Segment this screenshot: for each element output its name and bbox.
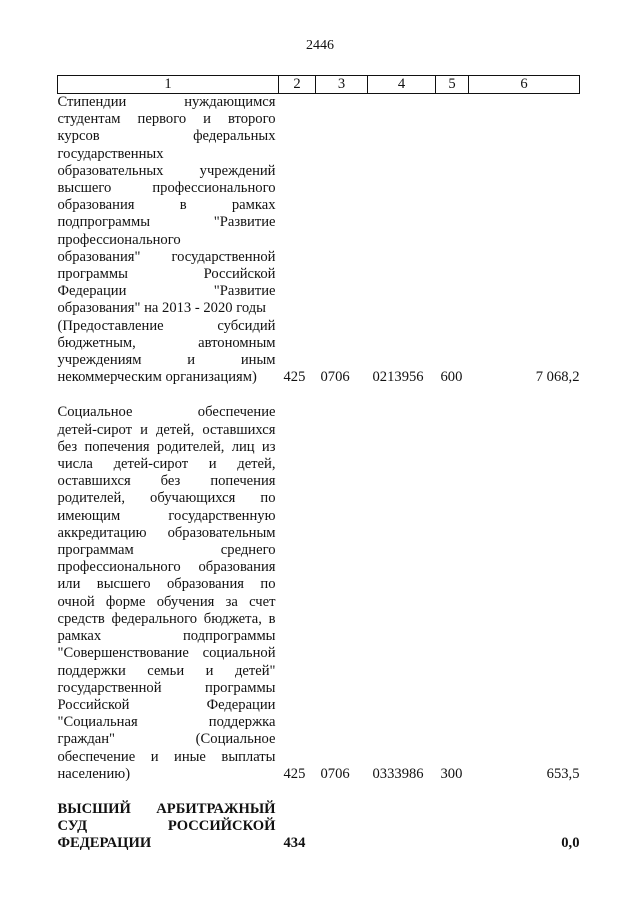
desc-line: ФЕДЕРАЦИИ bbox=[57, 835, 152, 852]
header-row bbox=[58, 76, 580, 94]
budget-table bbox=[57, 75, 580, 853]
section-code bbox=[316, 801, 368, 853]
desc-line: государственных bbox=[57, 145, 164, 162]
expense-type-code: 600 bbox=[440, 369, 463, 386]
table-row bbox=[58, 801, 580, 853]
desc-line: курсов федеральных bbox=[57, 128, 276, 145]
row-description bbox=[58, 94, 279, 387]
page-number: 2446 bbox=[306, 38, 334, 53]
desc-line: без попечения родителей, лиц из bbox=[57, 438, 276, 455]
table-row bbox=[58, 94, 580, 387]
desc-line: рамках подпрограммы bbox=[57, 628, 276, 645]
desc-line: "Социальная поддержка bbox=[57, 714, 276, 731]
table-header bbox=[58, 76, 580, 94]
desc-line: образования в рамках bbox=[57, 197, 276, 214]
chapter-code: 434 bbox=[283, 835, 306, 852]
desc-line: образования" на 2013 - 2020 годы bbox=[57, 300, 266, 317]
desc-line: "Совершенствование социальной bbox=[57, 645, 276, 662]
target-code bbox=[368, 801, 436, 853]
desc-line: обеспечение и иные выплаты bbox=[57, 748, 276, 765]
header-col-4: 4 bbox=[368, 76, 436, 94]
chapter-code: 425 bbox=[283, 369, 306, 386]
desc-line: имеющим государственную bbox=[57, 507, 276, 524]
desc-line: детей-сирот и детей, оставшихся bbox=[57, 421, 276, 438]
desc-line: высшего профессионального bbox=[57, 180, 276, 197]
table-row bbox=[58, 404, 580, 782]
desc-line: поддержки семьи и детей" bbox=[57, 662, 276, 679]
desc-line: профессионального bbox=[57, 231, 181, 248]
desc-line: граждан" (Социальное bbox=[57, 731, 276, 748]
desc-line: подпрограммы "Развитие bbox=[57, 214, 276, 231]
desc-line: студентам первого и второго bbox=[57, 111, 276, 128]
desc-line: населению) bbox=[57, 765, 131, 782]
desc-line: Федерации "Развитие bbox=[57, 283, 276, 300]
desc-line: образования" государственной bbox=[57, 248, 276, 265]
expense-type-code bbox=[436, 801, 469, 853]
amount: 7 068,2 bbox=[535, 369, 580, 386]
desc-line: оставшихся без попечения bbox=[57, 473, 276, 490]
table-body bbox=[58, 94, 580, 853]
desc-line: Российской Федерации bbox=[57, 696, 276, 713]
header-col-5: 5 bbox=[436, 76, 469, 94]
desc-line: родителей, обучающихся по bbox=[57, 490, 276, 507]
chapter-code: 425 bbox=[283, 765, 306, 782]
desc-line: бюджетным, автономным bbox=[57, 334, 276, 351]
desc-line: Социальное обеспечение bbox=[57, 404, 276, 421]
header-col-3: 3 bbox=[316, 76, 368, 94]
row-gap bbox=[58, 386, 580, 404]
desc-line: ВЫСШИЙ АРБИТРАЖНЫЙ bbox=[57, 800, 276, 817]
target-code: 0213956 bbox=[372, 369, 424, 386]
expense-type-code: 300 bbox=[440, 765, 463, 782]
amount: 653,5 bbox=[546, 765, 580, 782]
header-col-1: 1 bbox=[58, 76, 279, 94]
target-code: 0333986 bbox=[372, 765, 424, 782]
desc-line: Стипендии нуждающимся bbox=[57, 94, 276, 110]
desc-line: программам среднего bbox=[57, 542, 276, 559]
desc-line: СУД РОССИЙСКОЙ bbox=[57, 818, 276, 835]
desc-line: программы Российской bbox=[57, 266, 276, 283]
desc-line: очной форме обучения за счет bbox=[57, 593, 276, 610]
desc-line: аккредитацию образовательным bbox=[57, 524, 276, 541]
desc-line: учреждениям и иным bbox=[57, 352, 276, 369]
desc-line: или высшего образования по bbox=[57, 576, 276, 593]
header-col-2: 2 bbox=[279, 76, 316, 94]
row-description bbox=[58, 404, 279, 782]
desc-line: (Предоставление субсидий bbox=[57, 317, 276, 334]
row-gap bbox=[58, 783, 580, 801]
desc-line: числа детей-сирот и детей, bbox=[57, 456, 276, 473]
amount: 0,0 bbox=[561, 835, 580, 852]
section-code: 0706 bbox=[320, 765, 350, 782]
desc-line: образовательных учреждений bbox=[57, 162, 276, 179]
section-code: 0706 bbox=[320, 369, 350, 386]
desc-line: профессионального образования bbox=[57, 559, 276, 576]
row-description bbox=[58, 801, 279, 853]
desc-line: государственной программы bbox=[57, 679, 276, 696]
desc-line: некоммерческим организациям) bbox=[57, 369, 257, 386]
header-col-6: 6 bbox=[469, 76, 580, 94]
desc-line: средств федерального бюджета, в bbox=[57, 610, 276, 627]
